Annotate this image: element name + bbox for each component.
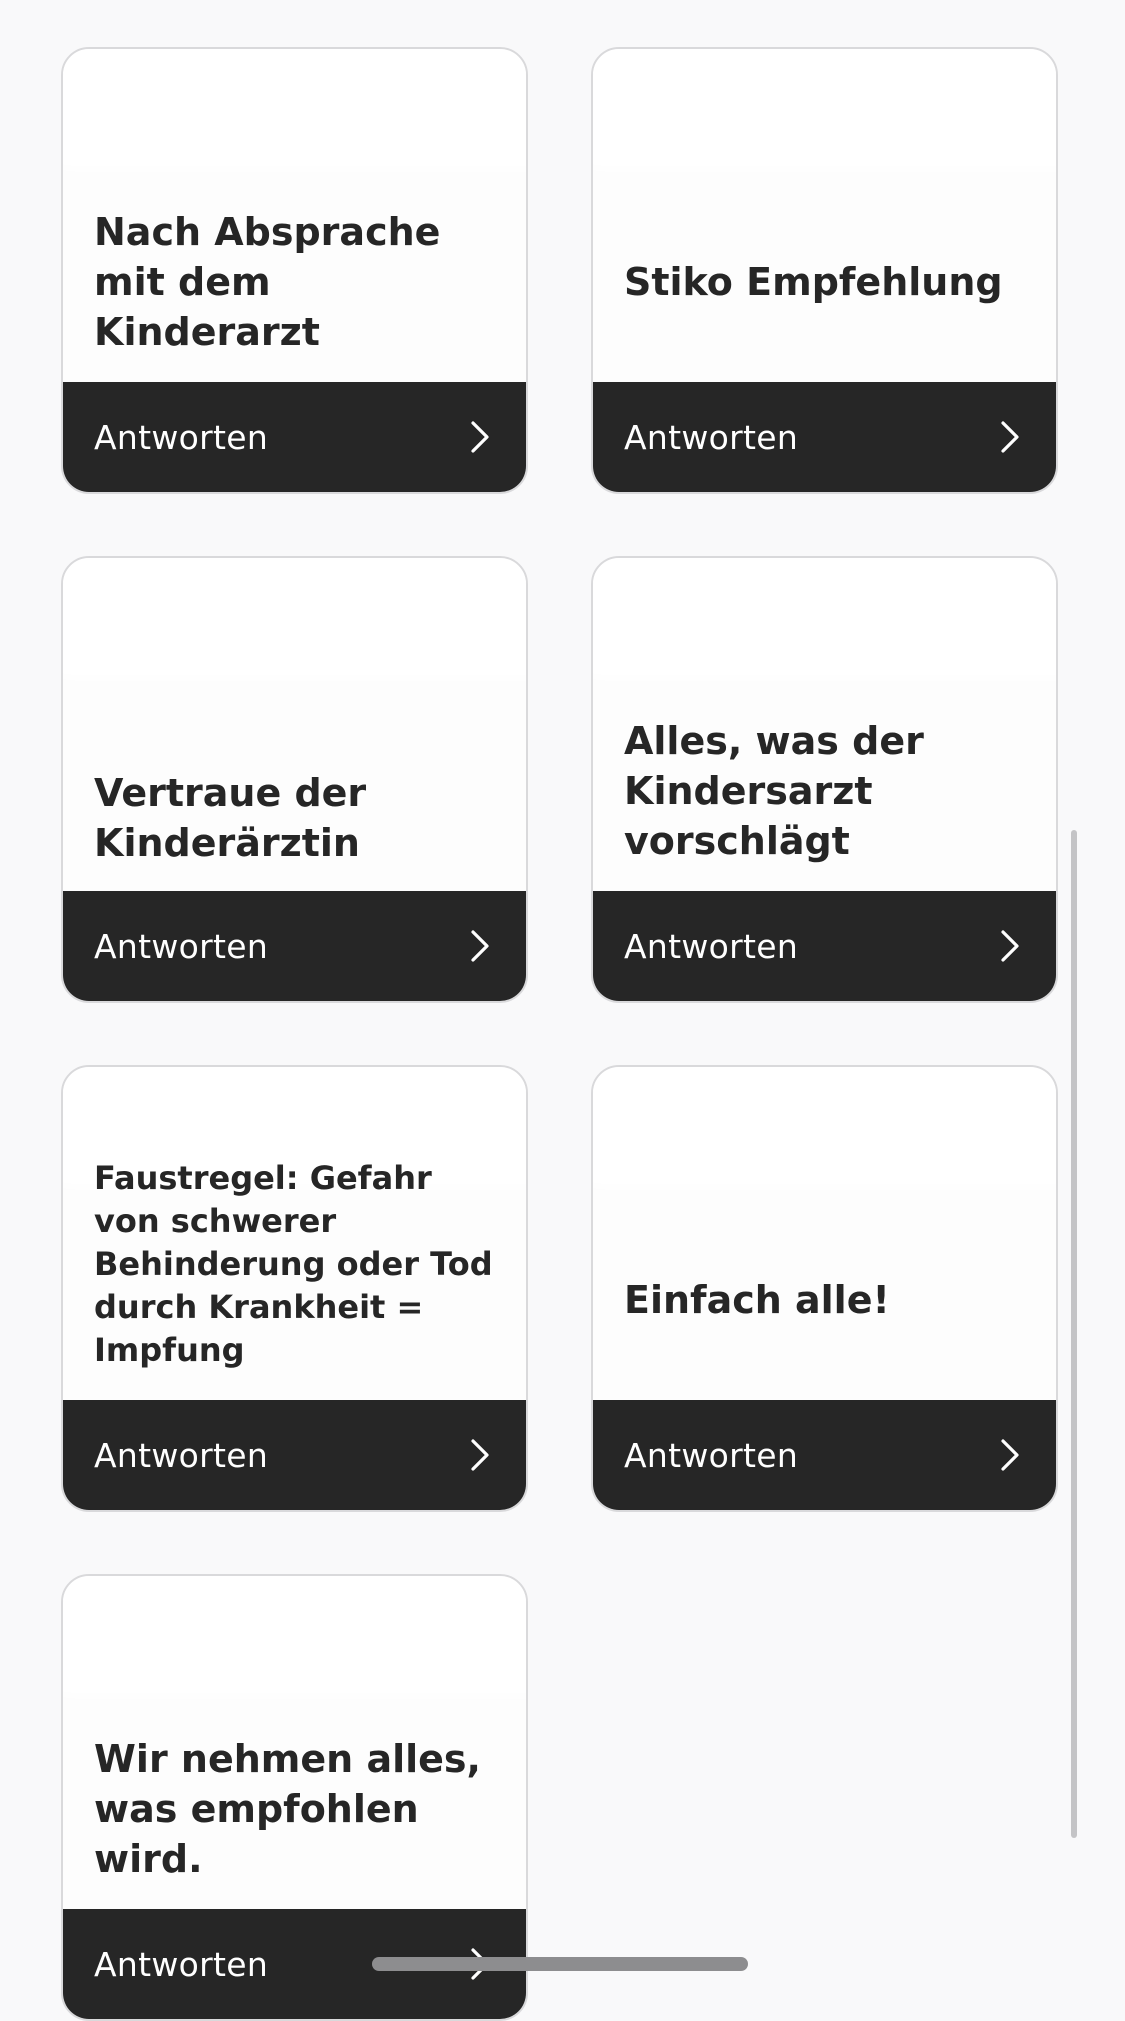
card-question: Stiko Empfehlung — [624, 260, 1003, 304]
chevron-right-icon — [470, 929, 490, 963]
answer-button-label: Antworten — [94, 1435, 269, 1475]
chevron-right-icon — [1000, 1438, 1020, 1472]
card-body — [593, 49, 1056, 307]
answer-button-label: Antworten — [94, 926, 269, 966]
answer-card — [61, 1065, 528, 1512]
answer-button-label: Antworten — [624, 926, 799, 966]
answer-card — [591, 556, 1058, 1003]
answer-button[interactable] — [593, 891, 1056, 1001]
chevron-right-icon — [470, 420, 490, 454]
answer-card — [61, 47, 528, 494]
answer-button-label: Antworten — [624, 1435, 799, 1475]
answer-button-label: Antworten — [94, 1944, 269, 1984]
card-body — [63, 49, 526, 357]
answer-button[interactable] — [593, 382, 1056, 492]
answer-button[interactable] — [63, 891, 526, 1001]
vertical-scrollbar[interactable] — [1071, 830, 1077, 1838]
card-question: Faustregel: Gefahr von schwerer Behinderung oder Tod durch Krankheit = Impfung — [94, 1159, 493, 1369]
card-question: Einfach alle! — [624, 1278, 890, 1322]
chevron-right-icon — [1000, 420, 1020, 454]
card-question: Wir nehmen alles, was empfohlen wird. — [94, 1737, 481, 1881]
card-body — [593, 558, 1056, 866]
card-body — [63, 1067, 526, 1372]
card-body — [63, 1576, 526, 1884]
card-question: Vertraue der Kinderärztin — [94, 771, 367, 865]
chevron-right-icon — [1000, 929, 1020, 963]
card-question: Alles, was der Kindersarzt vorschlägt — [624, 719, 924, 863]
answer-button-label: Antworten — [624, 417, 799, 457]
home-indicator[interactable] — [372, 1957, 748, 1971]
answer-button-label: Antworten — [94, 417, 269, 457]
answer-button[interactable] — [593, 1400, 1056, 1510]
answer-card — [61, 1574, 528, 2021]
answer-card — [591, 1065, 1058, 1512]
card-question: Nach Absprache mit dem Kinderarzt — [94, 210, 441, 354]
answer-card — [61, 556, 528, 1003]
card-body — [593, 1067, 1056, 1325]
answer-button[interactable] — [63, 382, 526, 492]
answer-card — [591, 47, 1058, 494]
card-body — [63, 558, 526, 868]
chevron-right-icon — [470, 1438, 490, 1472]
answer-button[interactable] — [63, 1400, 526, 1510]
